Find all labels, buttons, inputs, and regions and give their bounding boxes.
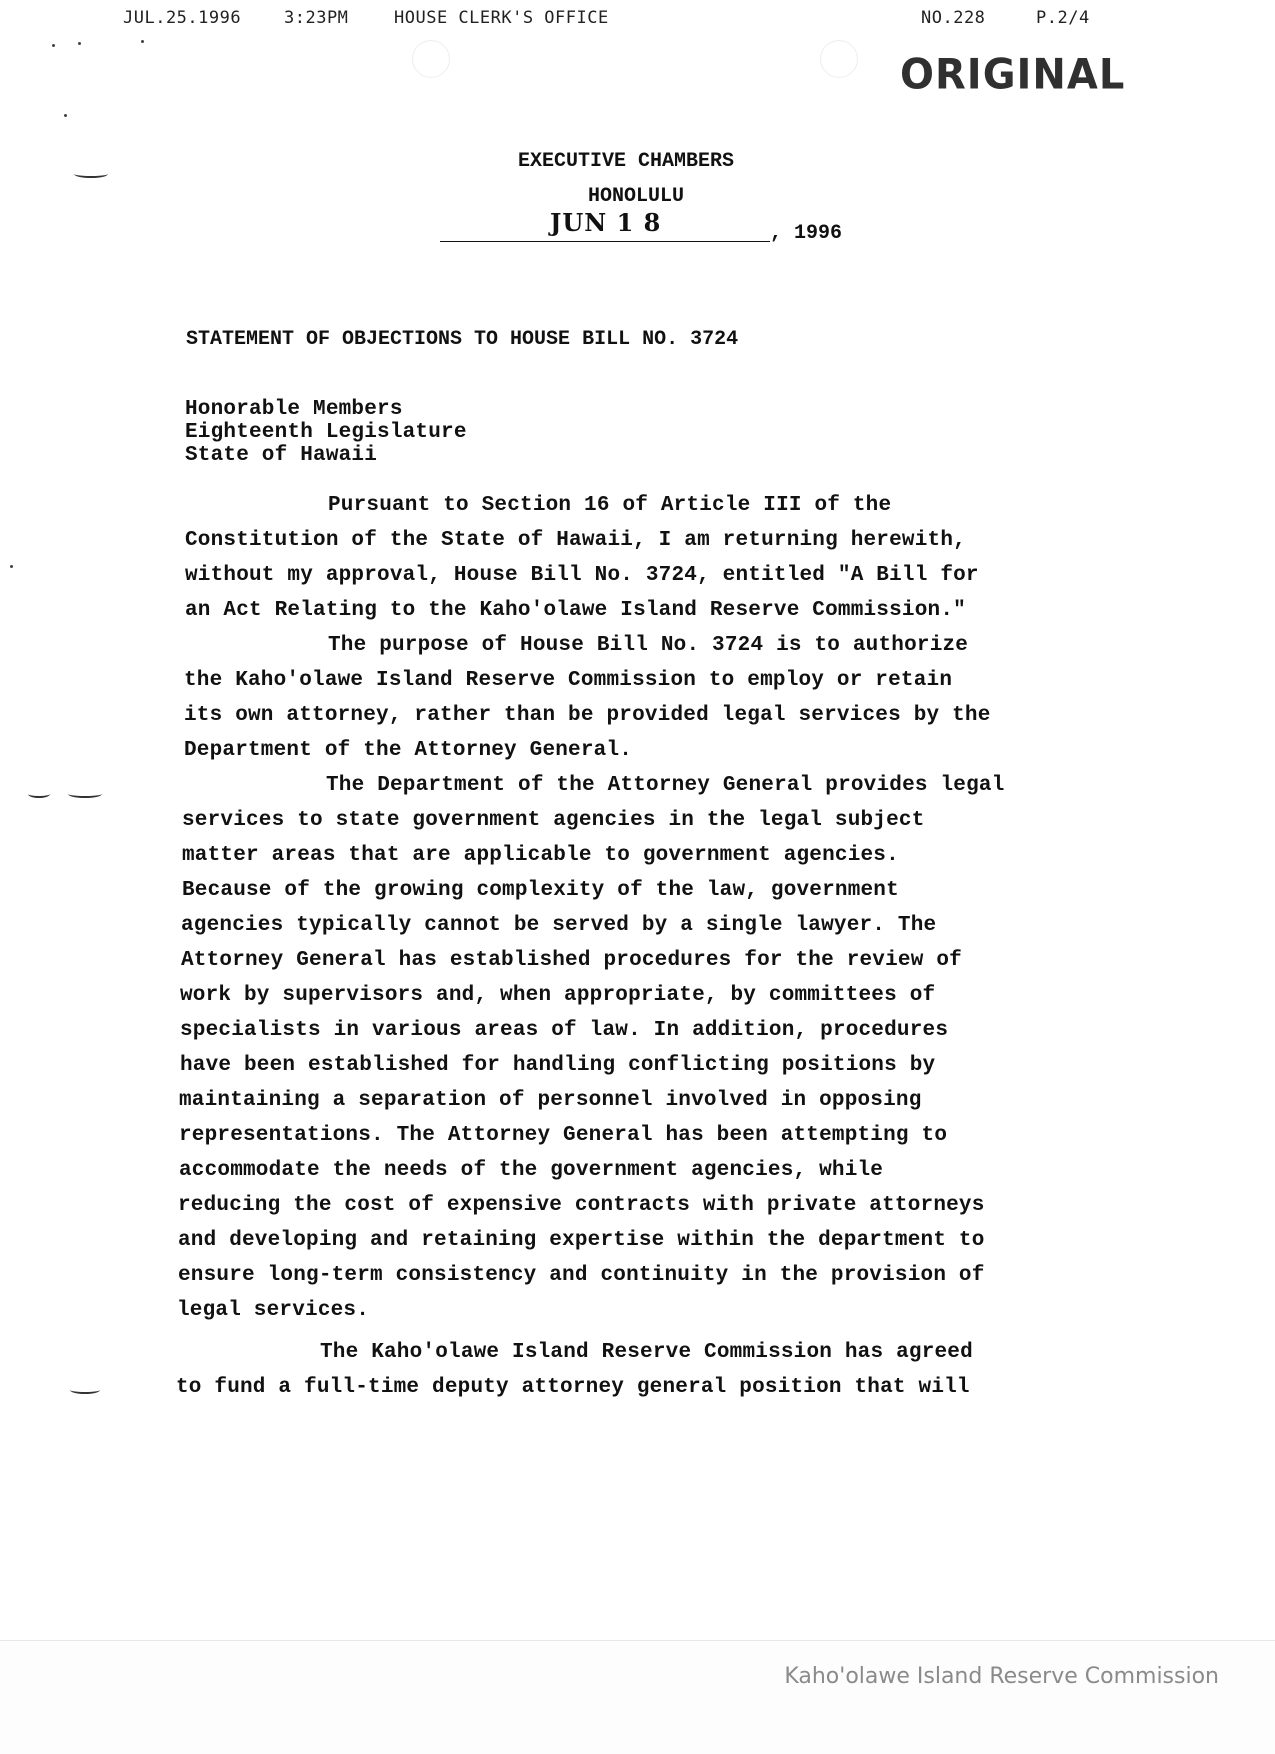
body-line: accommodate the needs of the government agencies, while — [179, 1159, 884, 1182]
letterhead-title: EXECUTIVE CHAMBERS — [518, 150, 735, 173]
body-line: agencies typically cannot be served by a single lawyer. The — [181, 914, 937, 937]
body-line: specialists in various areas of law. In addition, procedures — [180, 1019, 949, 1042]
body-line: ensure long-term consistency and continuity in the provision of — [178, 1264, 985, 1287]
date-year: , 1996 — [770, 222, 843, 245]
body-line: services to state government agencies in the legal subject — [182, 809, 925, 832]
fax-number: NO.228 — [921, 8, 986, 28]
original-stamp: ORIGINAL — [900, 50, 1126, 100]
scan-speck — [52, 44, 55, 47]
body-line: representations. The Attorney General has been attempting to — [179, 1124, 948, 1147]
address-line: State of Hawaii — [185, 444, 378, 467]
address-line: Honorable Members — [185, 398, 403, 421]
body-line: Constitution of the State of Hawaii, I am returning herewith, — [185, 529, 966, 552]
scan-speck — [141, 40, 144, 43]
punch-hole — [820, 40, 858, 78]
body-line: Pursuant to Section 16 of Article III of the — [328, 494, 892, 517]
body-line: the Kaho'olawe Island Reserve Commission to employ or retain — [184, 669, 953, 692]
body-line: and developing and retaining expertise within the department to — [178, 1229, 985, 1252]
margin-mark — [74, 170, 108, 178]
subject-line: STATEMENT OF OBJECTIONS TO HOUSE BILL NO. 3724 — [186, 328, 739, 351]
body-line: Attorney General has established procedures for the review of — [181, 949, 962, 972]
body-line: to fund a full-time deputy attorney general position that will — [176, 1376, 970, 1399]
letterhead-city: HONOLULU — [588, 185, 685, 208]
body-line: its own attorney, rather than be provided legal services by the — [184, 704, 991, 727]
margin-mark — [70, 1386, 100, 1394]
body-line: reducing the cost of expensive contracts with private attorneys — [178, 1194, 985, 1217]
body-line: work by supervisors and, when appropriate, by committees of — [180, 984, 936, 1007]
scan-speck — [64, 114, 67, 117]
body-line: legal services. — [177, 1299, 370, 1322]
punch-hole — [412, 40, 450, 78]
body-line: The Department of the Attorney General provides legal — [326, 774, 1005, 797]
body-line: Because of the growing complexity of the law, government — [182, 879, 899, 902]
archive-credit: Kaho'olawe Island Reserve Commission — [784, 1664, 1219, 1689]
body-line: matter areas that are applicable to government agencies. — [182, 844, 899, 867]
margin-mark — [68, 790, 102, 798]
body-line: The purpose of House Bill No. 3724 is to authorize — [328, 634, 969, 657]
handwritten-date: JUN 1 8 — [550, 208, 662, 237]
scan-speck — [78, 42, 81, 45]
body-line: maintaining a separation of personnel involved in opposing — [179, 1089, 922, 1112]
body-line: Department of the Attorney General. — [184, 739, 633, 762]
margin-mark — [28, 790, 50, 798]
address-line: Eighteenth Legislature — [185, 421, 467, 444]
fax-date: JUL.25.1996 — [123, 8, 242, 28]
body-line: without my approval, House Bill No. 3724, entitled "A Bill for — [185, 564, 979, 587]
body-line: have been established for handling conflicting positions by — [180, 1054, 936, 1077]
date-underline — [440, 241, 770, 242]
fax-office: HOUSE CLERK'S OFFICE — [394, 8, 609, 28]
fax-time: 3:23PM — [284, 8, 349, 28]
body-line: an Act Relating to the Kaho'olawe Island Reserve Commission." — [185, 599, 966, 622]
fax-page: P.2/4 — [1036, 8, 1090, 28]
body-line: The Kaho'olawe Island Reserve Commission has agreed — [320, 1341, 973, 1364]
scan-speck — [10, 565, 13, 568]
